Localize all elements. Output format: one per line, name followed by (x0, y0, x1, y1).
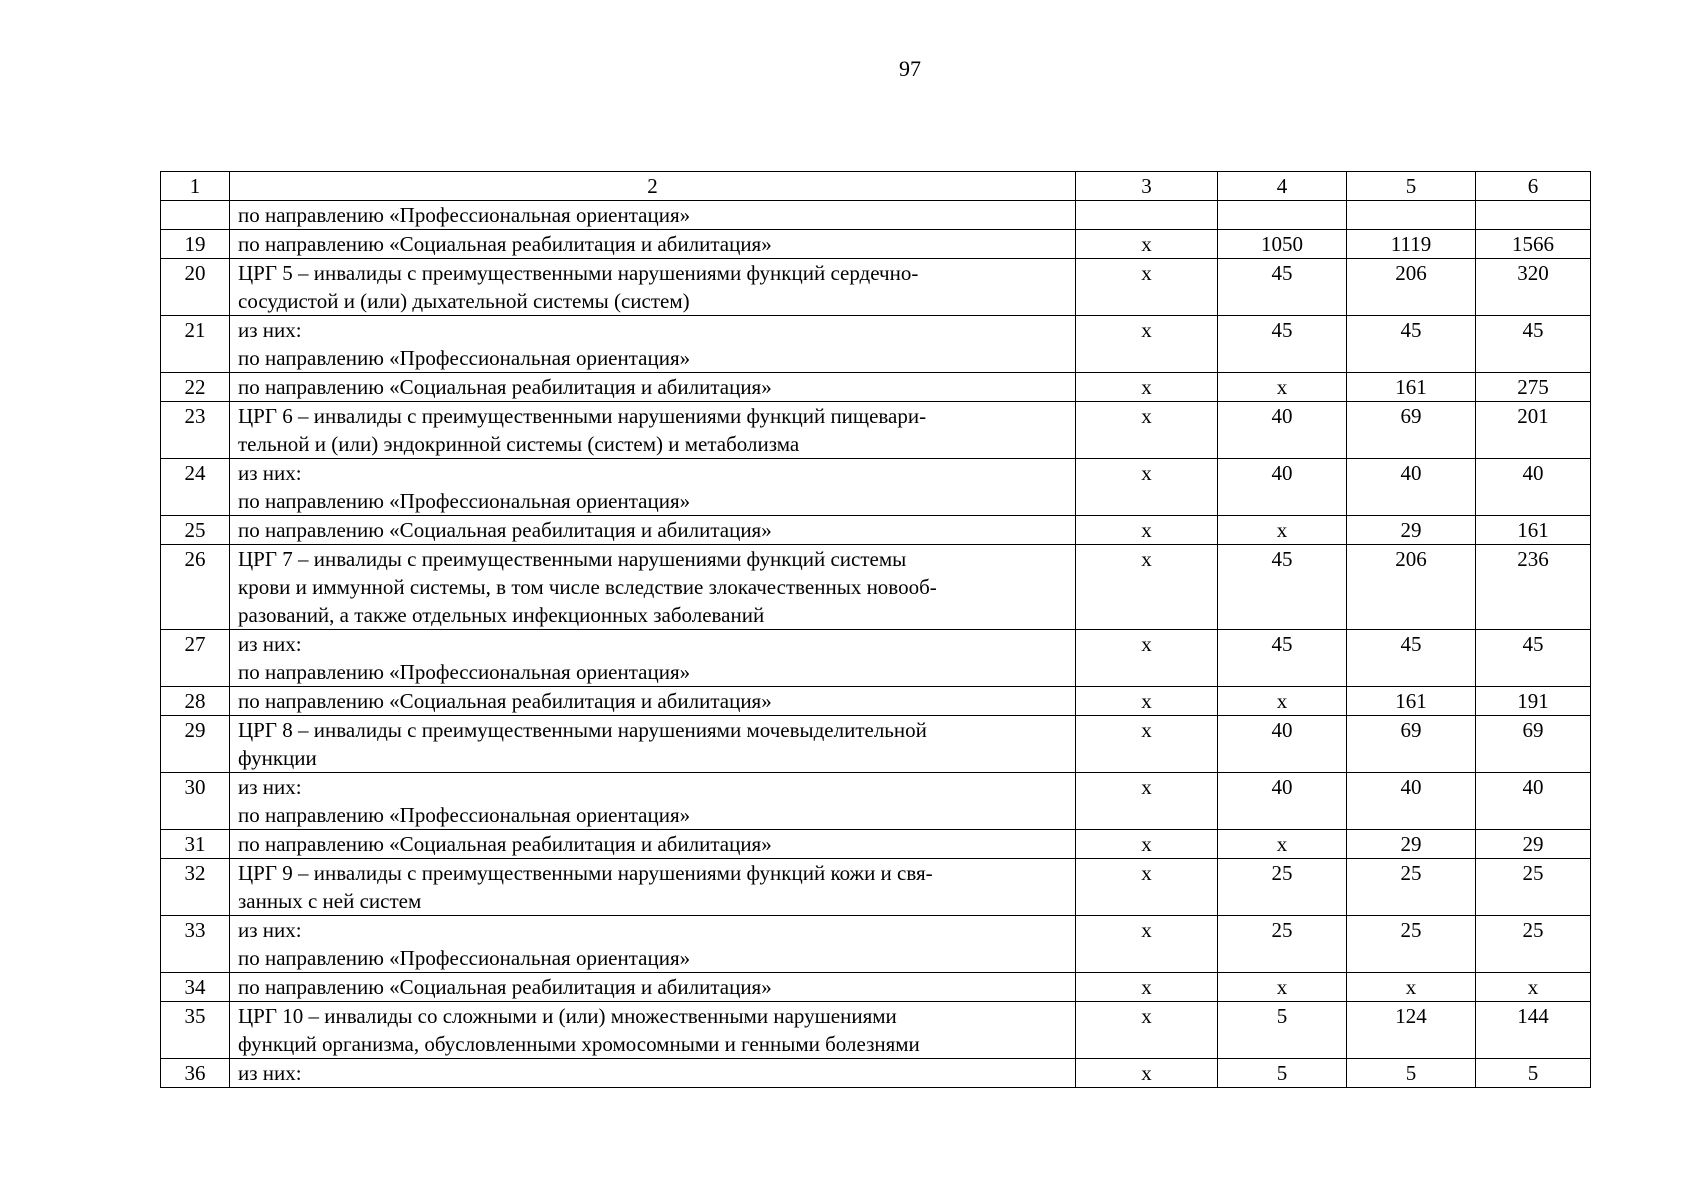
col3-cell (1076, 201, 1218, 230)
col6-cell: 40 (1476, 773, 1591, 830)
col4-cell: х (1218, 516, 1347, 545)
col4-cell: 40 (1218, 459, 1347, 516)
col6-cell: 45 (1476, 316, 1591, 373)
description-cell: ЦРГ 6 – инвалиды с преимущественными нарушениями функций пищевари- тельной и (или) эндокринной системы (систем) и метаболизма (230, 402, 1076, 459)
col5-cell: 5 (1347, 1059, 1476, 1088)
description-cell: по направлению «Социальная реабилитация и абилитация» (230, 516, 1076, 545)
col4-cell: 25 (1218, 859, 1347, 916)
col6-cell: 144 (1476, 1002, 1591, 1059)
header-cell: 4 (1218, 172, 1347, 201)
col5-cell: 45 (1347, 316, 1476, 373)
row-number-cell: 31 (161, 830, 230, 859)
description-cell: ЦРГ 7 – инвалиды с преимущественными нарушениями функций системы крови и иммунной системы, в том числе вследствие злокачественных новооб- разований, а также отдельных инфекционных заболеваний (230, 545, 1076, 630)
row-number-cell: 24 (161, 459, 230, 516)
row-number-cell: 20 (161, 259, 230, 316)
data-table (160, 171, 1591, 1088)
col3-cell: х (1076, 973, 1218, 1002)
col5-cell: 40 (1347, 459, 1476, 516)
description-cell: из них: по направлению «Профессиональная ориентация» (230, 630, 1076, 687)
col3-cell: х (1076, 630, 1218, 687)
col4-cell: 1050 (1218, 230, 1347, 259)
table-body (161, 201, 1591, 1088)
col5-cell: 69 (1347, 402, 1476, 459)
col6-cell: 236 (1476, 545, 1591, 630)
description-cell: из них: (230, 1059, 1076, 1088)
col4-cell: 40 (1218, 773, 1347, 830)
row-number-cell: 34 (161, 973, 230, 1002)
col4-cell: 25 (1218, 916, 1347, 973)
col4-cell: х (1218, 830, 1347, 859)
col4-cell (1218, 201, 1347, 230)
table-row (161, 716, 1591, 773)
col4-cell: 5 (1218, 1059, 1347, 1088)
row-number-cell: 25 (161, 516, 230, 545)
col5-cell: 29 (1347, 830, 1476, 859)
table-row (161, 630, 1591, 687)
description-cell: ЦРГ 5 – инвалиды с преимущественными нарушениями функций сердечно- сосудистой и (или) дыхательной системы (систем) (230, 259, 1076, 316)
description-cell: из них: по направлению «Профессиональная ориентация» (230, 459, 1076, 516)
col4-cell: 45 (1218, 259, 1347, 316)
col4-cell: х (1218, 687, 1347, 716)
col6-cell: 320 (1476, 259, 1591, 316)
col5-cell: 29 (1347, 516, 1476, 545)
col4-cell: х (1218, 973, 1347, 1002)
col5-cell: 1119 (1347, 230, 1476, 259)
description-cell: по направлению «Социальная реабилитация и абилитация» (230, 373, 1076, 402)
row-number-cell (161, 201, 230, 230)
col3-cell: х (1076, 459, 1218, 516)
description-cell: из них: по направлению «Профессиональная ориентация» (230, 316, 1076, 373)
col6-cell: 191 (1476, 687, 1591, 716)
table-row (161, 973, 1591, 1002)
page-number: 97 (899, 56, 921, 81)
col5-cell: 40 (1347, 773, 1476, 830)
row-number-cell: 33 (161, 916, 230, 973)
description-cell: из них: по направлению «Профессиональная ориентация» (230, 773, 1076, 830)
col6-cell: 1566 (1476, 230, 1591, 259)
description-cell: по направлению «Социальная реабилитация и абилитация» (230, 830, 1076, 859)
row-number-cell: 32 (161, 859, 230, 916)
col6-cell (1476, 201, 1591, 230)
col6-cell: 5 (1476, 1059, 1591, 1088)
col5-cell: 25 (1347, 916, 1476, 973)
header-cell: 2 (230, 172, 1076, 201)
col6-cell: 29 (1476, 830, 1591, 859)
col6-cell: 40 (1476, 459, 1591, 516)
row-number-cell: 22 (161, 373, 230, 402)
table-row (161, 402, 1591, 459)
col4-cell: 40 (1218, 402, 1347, 459)
description-cell: из них: по направлению «Профессиональная ориентация» (230, 916, 1076, 973)
col6-cell: 201 (1476, 402, 1591, 459)
col4-cell: 40 (1218, 716, 1347, 773)
col3-cell: х (1076, 545, 1218, 630)
col5-cell: 206 (1347, 545, 1476, 630)
description-cell: по направлению «Социальная реабилитация и абилитация» (230, 973, 1076, 1002)
table-row (161, 1002, 1591, 1059)
table-row (161, 916, 1591, 973)
col6-cell: 161 (1476, 516, 1591, 545)
table-row (161, 1059, 1591, 1088)
col6-cell: 25 (1476, 916, 1591, 973)
col5-cell: 124 (1347, 1002, 1476, 1059)
col3-cell: х (1076, 687, 1218, 716)
table-row (161, 230, 1591, 259)
col6-cell: 45 (1476, 630, 1591, 687)
col5-cell: х (1347, 973, 1476, 1002)
col5-cell (1347, 201, 1476, 230)
col3-cell: х (1076, 773, 1218, 830)
col3-cell: х (1076, 1002, 1218, 1059)
col3-cell: х (1076, 316, 1218, 373)
header-cell: 1 (161, 172, 230, 201)
table-row (161, 773, 1591, 830)
col3-cell: х (1076, 230, 1218, 259)
row-number-cell: 28 (161, 687, 230, 716)
table-row (161, 516, 1591, 545)
table-row (161, 459, 1591, 516)
col4-cell: 45 (1218, 630, 1347, 687)
table-row (161, 259, 1591, 316)
table-row (161, 316, 1591, 373)
col3-cell: х (1076, 859, 1218, 916)
description-cell: ЦРГ 10 – инвалиды со сложными и (или) множественными нарушениями функций организма, обусловленными хромосомными и генными болезнями (230, 1002, 1076, 1059)
row-number-cell: 35 (161, 1002, 230, 1059)
row-number-cell: 29 (161, 716, 230, 773)
col6-cell: 69 (1476, 716, 1591, 773)
table-row (161, 201, 1591, 230)
description-cell: ЦРГ 8 – инвалиды с преимущественными нарушениями мочевыделительной функции (230, 716, 1076, 773)
row-number-cell: 19 (161, 230, 230, 259)
col6-cell: 275 (1476, 373, 1591, 402)
table-row (161, 373, 1591, 402)
description-cell: по направлению «Социальная реабилитация и абилитация» (230, 230, 1076, 259)
table-row (161, 687, 1591, 716)
col3-cell: х (1076, 830, 1218, 859)
row-number-cell: 21 (161, 316, 230, 373)
col3-cell: х (1076, 373, 1218, 402)
col5-cell: 206 (1347, 259, 1476, 316)
col3-cell: х (1076, 716, 1218, 773)
header-cell: 6 (1476, 172, 1591, 201)
col3-cell: х (1076, 259, 1218, 316)
description-cell: ЦРГ 9 – инвалиды с преимущественными нарушениями функций кожи и свя- занных с ней систем (230, 859, 1076, 916)
description-cell: по направлению «Профессиональная ориентация» (230, 201, 1076, 230)
col4-cell: 45 (1218, 316, 1347, 373)
description-cell: по направлению «Социальная реабилитация и абилитация» (230, 687, 1076, 716)
row-number-cell: 26 (161, 545, 230, 630)
row-number-cell: 27 (161, 630, 230, 687)
col3-cell: х (1076, 402, 1218, 459)
table-row (161, 859, 1591, 916)
col5-cell: 161 (1347, 687, 1476, 716)
col5-cell: 25 (1347, 859, 1476, 916)
col4-cell: 5 (1218, 1002, 1347, 1059)
header-cell: 5 (1347, 172, 1476, 201)
table-row (161, 545, 1591, 630)
row-number-cell: 36 (161, 1059, 230, 1088)
row-number-cell: 23 (161, 402, 230, 459)
col5-cell: 69 (1347, 716, 1476, 773)
col5-cell: 45 (1347, 630, 1476, 687)
col5-cell: 161 (1347, 373, 1476, 402)
table-row (161, 830, 1591, 859)
col6-cell: х (1476, 973, 1591, 1002)
col6-cell: 25 (1476, 859, 1591, 916)
col4-cell: 45 (1218, 545, 1347, 630)
row-number-cell: 30 (161, 773, 230, 830)
col3-cell: х (1076, 1059, 1218, 1088)
header-cell: 3 (1076, 172, 1218, 201)
col3-cell: х (1076, 516, 1218, 545)
col4-cell: х (1218, 373, 1347, 402)
col3-cell: х (1076, 916, 1218, 973)
header-row (161, 172, 1591, 201)
